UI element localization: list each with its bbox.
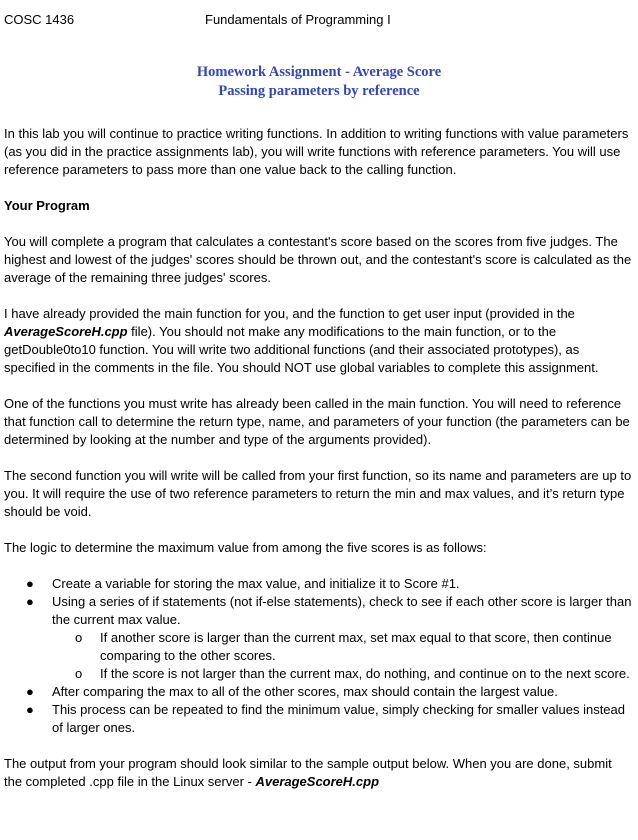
paragraph-2-text-a: I have already provided the main function for you, and the function to get user input (provided in the xyxy=(4,306,575,321)
paragraph-6-text: The output from your program should look similar to the sample output below. When you are done, submit the completed .cpp file in the Linux server - xyxy=(4,756,612,789)
paragraph-5: The logic to determine the maximum value from among the five scores is as follows: xyxy=(4,540,487,555)
document-body xyxy=(4,125,632,791)
logic-bullet-list xyxy=(4,575,632,737)
circle-bullet-icon: o xyxy=(75,630,83,645)
file-name: AverageScoreH.cpp xyxy=(4,324,128,339)
intro-paragraph: In this lab you will continue to practice writing functions. In addition to writing functions with value parameters (as you did in the practice assignments lab), you will write functions with reference parameters. You will use reference parameters to pass more than one value back to the calling function. xyxy=(4,126,629,177)
list-item xyxy=(4,575,632,593)
sub-list-item xyxy=(52,665,632,683)
list-item xyxy=(4,683,632,701)
sub-list-item-text: If another score is larger than the current max, set max equal to that score, then continue comparing to the other scores. xyxy=(100,630,612,663)
sub-bullet-list xyxy=(52,629,632,683)
assignment-title xyxy=(4,63,634,101)
bullet-icon: ● xyxy=(26,702,34,717)
paragraph-6 xyxy=(4,755,632,791)
circle-bullet-icon: o xyxy=(75,666,83,681)
paragraph-1: You will complete a program that calculates a contestant's score based on the scores from five judges. The highest and lowest of the judges' scores should be thrown out, and the contestant's score is calculated as the average of the remaining three judges' scores. xyxy=(4,234,632,285)
paragraph-2 xyxy=(4,305,632,377)
list-item-text: This process can be repeated to find the minimum value, simply checking for smaller values instead of larger ones. xyxy=(52,702,625,735)
page-header xyxy=(4,11,634,29)
bullet-icon: ● xyxy=(26,594,34,609)
paragraph-3: One of the functions you must write has already been called in the main function. You will need to reference that function call to determine the return type, name, and parameters of your function (the parameters can be determined by looking at the number and type of the arguments provided). xyxy=(4,396,630,447)
bullet-icon: ● xyxy=(26,684,34,699)
list-item xyxy=(4,701,632,737)
course-code: COSC 1436 xyxy=(4,12,75,27)
submit-file-name: AverageScoreH.cpp xyxy=(255,774,380,789)
list-item-text: Create a variable for storing the max value, and initialize it to Score #1. xyxy=(52,576,460,591)
section-heading: Your Program xyxy=(4,198,90,213)
list-item-text: After comparing the max to all of the other scores, max should contain the largest value. xyxy=(52,684,558,699)
title-line-1: Homework Assignment - Average Score xyxy=(196,64,442,80)
paragraph-4: The second function you will write will be called from your first function, so its name and parameters are up to you. It will require the use of two reference parameters to return the min and max values, and it’s return type should be void. xyxy=(4,468,632,519)
list-item xyxy=(4,593,632,683)
paragraph-2-text-b: file). You should not make any modifications to the main function, or to the getDouble0to10 function. You will write two additional functions (and their associated prototypes), as specified in the comments in the file. You should NOT use global variables to complete this assignment. xyxy=(4,324,599,375)
list-item-text: Using a series of if statements (not if-else statements), check to see if each other score is larger than the current max value. xyxy=(52,594,632,627)
title-line-2: Passing parameters by reference xyxy=(218,83,420,99)
course-name: Fundamentals of Programming I xyxy=(205,12,391,27)
bullet-icon: ● xyxy=(26,576,34,591)
sub-list-item-text: If the score is not larger than the current max, do nothing, and continue on to the next score. xyxy=(100,666,630,681)
sub-list-item xyxy=(52,629,632,665)
